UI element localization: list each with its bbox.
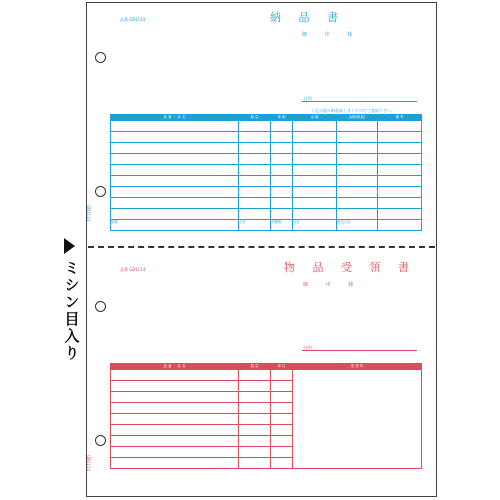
binder-hole-3 (95, 301, 106, 312)
top-footer-subtotal: 小計 (239, 220, 271, 231)
table-row (111, 176, 422, 187)
bottom-col-seal: 受 領 印 (293, 363, 422, 370)
top-address-label: 住所 (304, 96, 312, 101)
side-caption (60, 238, 84, 362)
receipt-seal-area (293, 370, 422, 469)
bottom-side-code: GB1114 (86, 455, 91, 472)
top-col-amount: 金 額 (293, 114, 337, 121)
top-table-footer (111, 220, 422, 231)
top-col-name: 品 番 ・ 品 名 (111, 114, 239, 121)
top-address-line (302, 101, 417, 102)
table-row (111, 187, 422, 198)
perforation-line (88, 246, 435, 248)
top-footer-total-incl: 税込合計 (337, 220, 378, 231)
binder-hole-1 (95, 52, 106, 63)
bottom-col-unit: 単 位 (271, 363, 293, 370)
binder-hole-2 (95, 186, 106, 197)
bottom-address-label: 住所 (304, 345, 312, 350)
table-row (111, 132, 422, 143)
top-items-table (110, 114, 422, 231)
top-footer-total: 合計 (293, 220, 337, 231)
top-footer-tax: 消費税 (271, 220, 293, 231)
top-title: 納 品 書 (270, 11, 345, 24)
table-row (111, 121, 422, 132)
bottom-address-line (302, 350, 417, 351)
top-col-unit-price: 単 価 (271, 114, 293, 121)
bottom-col-name: 品 番 ・ 品 名 (111, 363, 239, 370)
table-row (111, 143, 422, 154)
bottom-subtitle: 御 中 様 (303, 282, 362, 288)
top-notice: 下記の通り納品致しましたのでご査収下さい。 (311, 108, 395, 113)
table-row (111, 154, 422, 165)
table-row (111, 165, 422, 176)
table-row (111, 370, 422, 381)
perforation-label: ミシン目入り (62, 260, 81, 362)
top-corner-label: 品番 GB1114 (120, 17, 146, 22)
top-col-qty: 数 量 (239, 114, 271, 121)
bottom-title: 物 品 受 領 書 (284, 261, 416, 274)
pointer-triangle-icon (64, 238, 75, 254)
bottom-corner-label: 品番 GB1114 (120, 267, 146, 272)
bottom-col-qty: 数 量 (239, 363, 271, 370)
binder-hole-4 (95, 435, 106, 446)
top-subtitle: 御 中 様 (302, 32, 361, 38)
top-footer-memo: 摘要 (111, 220, 239, 231)
table-row (111, 198, 422, 209)
table-row (111, 209, 422, 220)
top-col-remarks: 備 考 (378, 114, 422, 121)
top-side-code: GB1114 (86, 205, 91, 222)
top-col-amount-net: 金額(税抜) (337, 114, 378, 121)
bottom-items-table (110, 363, 422, 469)
